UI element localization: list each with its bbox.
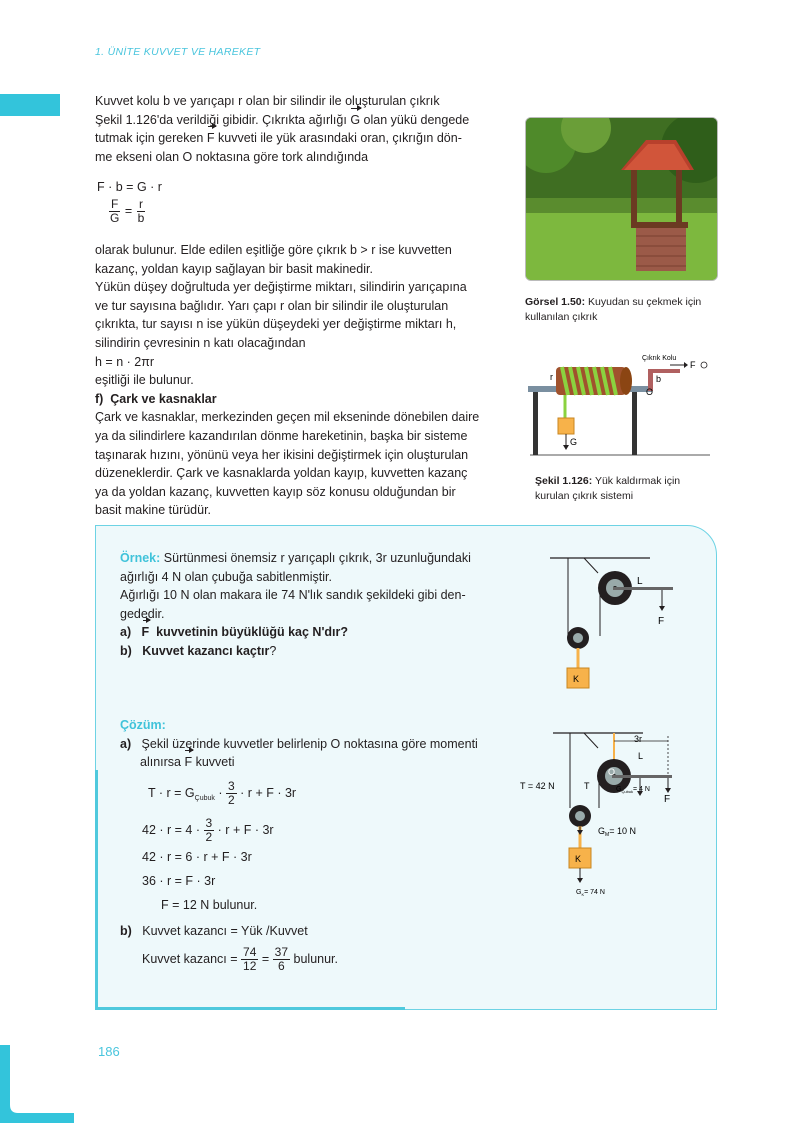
text-line: olarak bulunur. Elde edilen eşitliğe göre çıkrık b > r ise kuvvetten [95, 243, 452, 257]
fraction [226, 780, 237, 807]
vector-F: F [142, 623, 150, 642]
crate-weight-value: = 74 N [584, 889, 605, 896]
crate-weight-symbol: G [576, 889, 582, 896]
pulley-weight-label [598, 826, 636, 838]
question-mark: ? [269, 643, 277, 658]
equals-sign: = [124, 203, 133, 218]
force-label: F [690, 360, 696, 370]
rod-weight-label [616, 786, 650, 794]
question-prefix: a) [120, 625, 132, 640]
solution-line [120, 735, 500, 754]
intro-text: tutmak için gereken [95, 131, 204, 146]
fraction [136, 198, 147, 225]
text-line: çıkrıkta, tur sayısı n ise yükün düşeydeki yer değiştirme miktarı h, [95, 317, 457, 332]
numerator: 3 [205, 816, 213, 830]
text-line: ya da silindirlere kazandırılan dönme hareketinin, başka bir sisteme [95, 428, 468, 443]
example-label: Örnek: [120, 551, 161, 565]
text-line: silindirin çevresinin n katı olacağından [95, 335, 306, 350]
tension-label: T [584, 781, 590, 791]
step-5: F = 12 N bulunur. [161, 898, 258, 912]
question-text: Kuvvet kazancı kaçtır [142, 643, 270, 658]
intro-line: me ekseni olan O noktasına göre tork alındığında [95, 149, 369, 164]
text-line: Yükün düşey doğrultuda yer değiştirme miktarı, silindirin yarıçapına [95, 280, 467, 295]
section-heading [95, 390, 515, 409]
question-b [120, 642, 500, 661]
caption-text: Yük kaldırmak için [594, 475, 681, 487]
step-1: $T \cdot r = G_{Çubuk}$ · $\frac{3}{2}$ · r + F · 3r [148, 779, 297, 807]
O-label: O [608, 767, 616, 777]
solution-prefix: a) [120, 736, 132, 751]
example-text-line: Sürtünmesi önemsiz r yarıçaplı çıkrık, 3r uzunluğundaki [163, 551, 471, 565]
solution-b [120, 922, 308, 940]
solution-text-line: alınırsa [140, 755, 181, 770]
rod-weight-value: = 4 N [633, 786, 650, 793]
intro-text: kuvveti ile yük arasındaki oran, çıkrığın dön- [218, 131, 462, 146]
numerator: 3 [228, 779, 235, 793]
fraction [204, 817, 215, 844]
step-3: 42 · r = 6 · r + F · 3r [142, 850, 252, 864]
pulley-weight-value: = 10 N [609, 826, 636, 836]
unit-header: 1. ÜNİTE KUVVET VE HAREKET [95, 46, 261, 58]
K-label: K [575, 854, 582, 864]
text-line: eşitliği ile bulunur. [95, 373, 194, 388]
step-4: 36 · r = F · 3r [142, 874, 216, 888]
example-text-line: gededir. [120, 606, 165, 621]
F-label: F [664, 794, 671, 805]
intro-line: Kuvvet kolu b ve yarıçapı r olan bir silindir ile oluşturulan çıkrık [95, 94, 440, 108]
step-text: Kuvvet kazancı = [142, 951, 238, 966]
subscript: Çubuk [194, 794, 215, 802]
numerator: 74 [243, 945, 257, 959]
b-label: b [656, 374, 662, 384]
caption-label: Şekil 1.126: [535, 475, 593, 487]
pulley-weight-subscript: M [605, 832, 610, 838]
step-text: T · r = G [148, 785, 195, 800]
question-text: kuvvetinin büyüklüğü kaç N'dır? [156, 625, 349, 640]
rod-weight-subscript: Çubuk [621, 789, 634, 794]
crate-weight-label [576, 889, 605, 897]
crate-weight-subscript: K [581, 892, 585, 897]
fraction [108, 198, 121, 225]
fraction [241, 946, 258, 973]
gain-equation [142, 946, 338, 973]
intro-paragraph [95, 92, 515, 166]
vector-G: G [350, 111, 360, 130]
equals-sign: = [261, 951, 270, 966]
text-line: düzeneklerdir. Çark ve kasnaklarda yoldan kayıp, kuvvetten kazanç [95, 466, 468, 481]
denominator: b [137, 211, 145, 225]
question-prefix: b) [120, 643, 132, 658]
photo-caption [525, 295, 725, 325]
text-line: kazanç, yoldan kayıp sağlayan bir basit makinedir. [95, 261, 373, 276]
example-figure [540, 553, 680, 693]
intro-line [95, 111, 515, 130]
step-text: 42 · r = 4 · [142, 822, 201, 837]
text-line: taşınarak hızını, yönünü veya her ikisini değiştirmek için oluşturulan [95, 447, 469, 462]
F-label: F [658, 616, 665, 627]
example-text [120, 549, 500, 661]
page-corner-decoration [0, 1045, 74, 1123]
figure-caption [535, 474, 725, 504]
example-line [120, 549, 500, 568]
text-line: ya da yoldan kazanç, kuvvetten kayıp söz konusu olduğundan bir [95, 484, 456, 499]
panel-accent-bottom [95, 1007, 405, 1010]
rod-weight-symbol: G [616, 786, 622, 793]
L-label: L [637, 576, 643, 587]
paragraph-2 [95, 241, 515, 520]
example-text-line: ağırlığı 4 N olan çubuğa sabitlenmiştir. [120, 569, 332, 584]
text-line: Çark ve kasnaklar, merkezinden geçen mil ekseninde dönebilen daire [95, 410, 480, 425]
r-label: r [596, 579, 600, 590]
well-photo [525, 117, 718, 281]
side-tab-marker [0, 94, 60, 116]
tension-left-label: T = 42 N [520, 781, 555, 791]
section-prefix: f) [95, 391, 104, 406]
text-line: basit makine türüdür. [95, 503, 212, 518]
step-text: bulunur. [293, 951, 338, 966]
numerator: r [138, 197, 143, 211]
page-number: 186 [98, 1044, 120, 1059]
solution-text-line: kuvveti [195, 755, 235, 770]
pulley-weight-symbol: G [598, 826, 606, 836]
step-2 [142, 817, 274, 844]
numerator: 37 [274, 945, 289, 959]
caption-label: Görsel 1.50: [525, 296, 586, 308]
question-a [120, 623, 500, 642]
vector-F: F [184, 753, 192, 772]
solution-text-line: Şekil üzerinde kuvvetler belirlenip O noktasına göre momenti [141, 736, 478, 751]
solution-text-line: Kuvvet kazancı = Yük /Kuvvet [142, 924, 308, 938]
lever-label: Çıkrık Kolu [642, 355, 677, 362]
intro-line [95, 129, 515, 148]
K-label: K [573, 674, 580, 684]
caption-text: kurulan çıkrık sistemi [535, 490, 634, 502]
section-title: Çark ve kasnaklar [110, 391, 217, 406]
r-label: r [550, 372, 553, 382]
solution-prefix: b) [120, 924, 132, 938]
solution-line [120, 753, 500, 772]
denominator: 6 [278, 959, 285, 973]
example-text-line: Ağırlığı 10 N olan makara ile 74 N'lık sandık şekildeki gibi den- [120, 588, 466, 603]
numerator: F [111, 197, 119, 211]
intro-text: Şekil 1.126'da verildiği gibidir. Çıkrıkta ağırlığı [95, 112, 347, 127]
O-label: O [646, 387, 654, 397]
denominator: 2 [205, 830, 213, 844]
caption-text: Kuyudan su çekmek için [588, 296, 702, 308]
intro-text: olan yükü dengede [363, 112, 470, 127]
G-label: G [570, 437, 578, 447]
equation-torque: F · b = G · r [97, 180, 162, 194]
figure-1-126 [520, 345, 720, 465]
step-text: · r + F · 3r [240, 785, 297, 800]
equation-displacement: h = n · 2πr [95, 354, 154, 369]
solution-figure [518, 728, 698, 898]
step-text: · r + F · 3r [217, 822, 274, 837]
fraction [273, 946, 290, 973]
vector-F: F [207, 129, 215, 148]
panel-accent-left [95, 770, 98, 1010]
L-label: L [638, 751, 644, 761]
denominator: 12 [243, 959, 257, 973]
denominator: 2 [228, 793, 235, 807]
equation-ratio [108, 198, 146, 225]
text-line: ve tur sayısına bağlıdır. Yarı çapı r olan bir silindir ile oluşturulan [95, 298, 449, 313]
three-r-label: 3r [634, 734, 643, 744]
caption-text: kullanılan çıkrık [525, 311, 598, 323]
solution-label: Çözüm: [120, 718, 166, 732]
denominator: G [110, 211, 120, 225]
solution-text [120, 716, 500, 772]
